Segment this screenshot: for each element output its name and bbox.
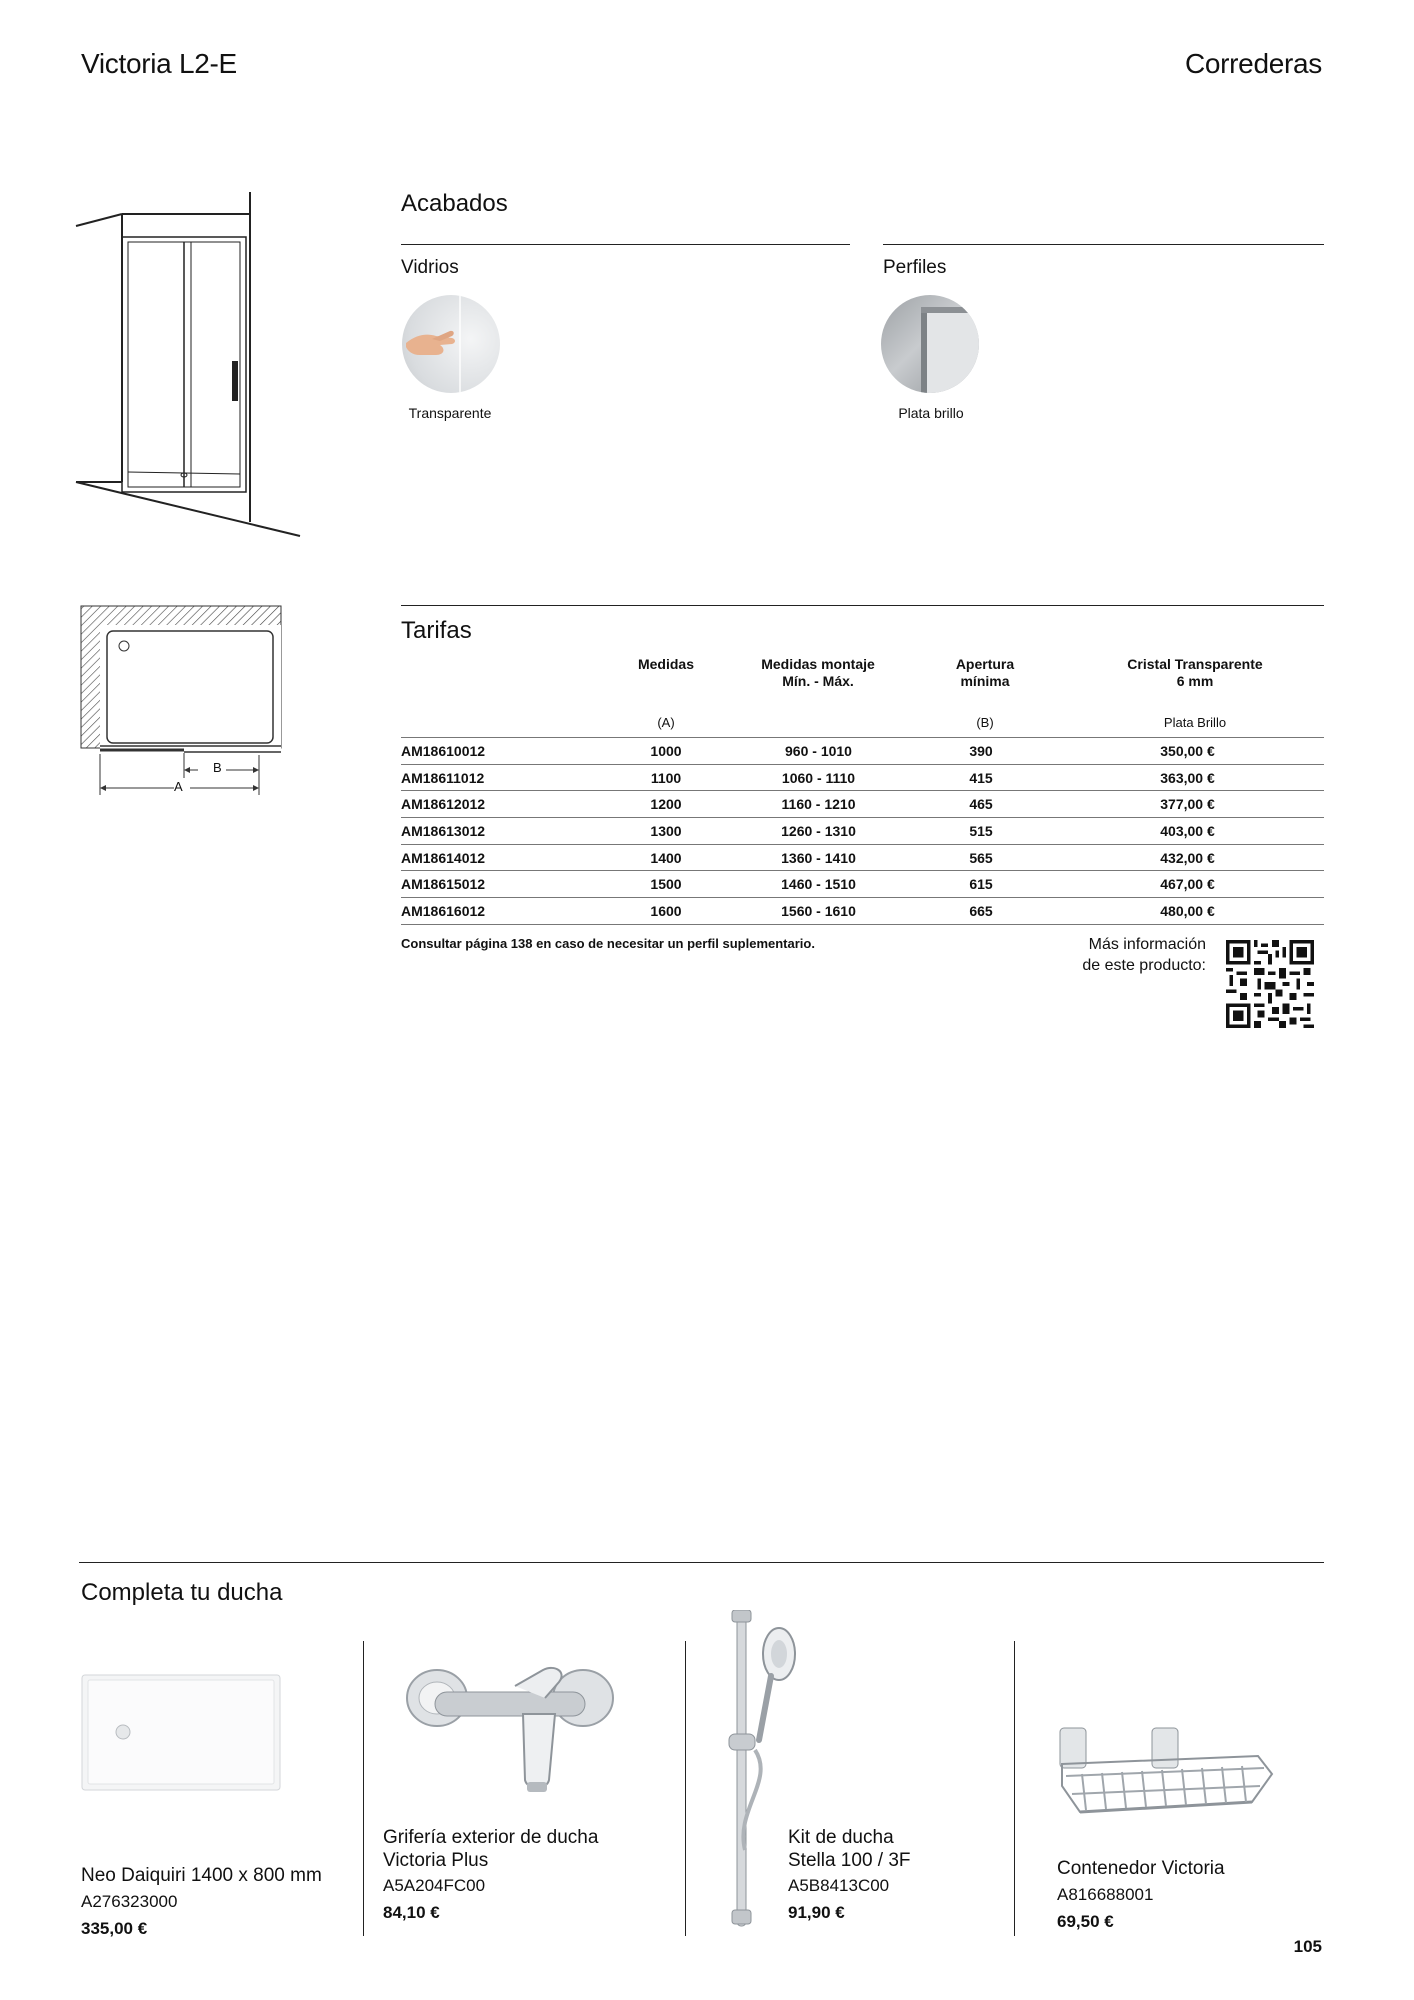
product-price: 84,10 € <box>383 1903 440 1922</box>
product-price: 91,90 € <box>788 1903 845 1922</box>
price-value: 350,00 € <box>1051 738 1324 765</box>
tarifas-title: Tarifas <box>401 617 472 644</box>
transparente-caption: Transparente <box>408 405 492 421</box>
apertura-value: 615 <box>911 871 1051 898</box>
product-name: Neo Daiquiri 1400 x 800 mm <box>81 1865 322 1886</box>
col-header-apertura: Apertura mínima <box>955 656 1015 689</box>
product-code: AM18614012 <box>401 844 606 871</box>
montaje-value: 1560 - 1610 <box>726 898 911 925</box>
dimension-a-label: A <box>174 779 183 794</box>
product-price: 69,50 € <box>1057 1912 1114 1931</box>
product-price: 335,00 € <box>81 1919 148 1938</box>
medidas-value: 1400 <box>606 844 726 871</box>
product-code: A276323000 <box>81 1892 178 1911</box>
table-row <box>401 818 1324 845</box>
price-value: 403,00 € <box>1051 818 1324 845</box>
price-value: 377,00 € <box>1051 791 1324 818</box>
product-name: Contenedor Victoria <box>1057 1858 1225 1879</box>
col-header-cristal: Cristal Transparente 6 mm <box>1127 656 1263 689</box>
apertura-value: 515 <box>911 818 1051 845</box>
container-basket-image <box>1052 1724 1282 1824</box>
product-code: AM18611012 <box>401 764 606 791</box>
divider <box>401 605 1324 606</box>
plata-brillo-swatch <box>881 295 979 393</box>
divider <box>363 1641 364 1936</box>
subheader-plata: Plata Brillo <box>1163 715 1227 730</box>
divider <box>685 1641 686 1936</box>
divider <box>1014 1641 1015 1936</box>
price-value: 480,00 € <box>1051 898 1324 925</box>
montaje-value: 1160 - 1210 <box>726 791 911 818</box>
medidas-value: 1100 <box>606 764 726 791</box>
plan-view-diagram <box>78 603 288 803</box>
completa-title: Completa tu ducha <box>81 1579 283 1606</box>
shower-tray-image <box>80 1670 285 1795</box>
product-code: A5B8413C00 <box>788 1876 890 1895</box>
product-code: A816688001 <box>1057 1885 1154 1904</box>
table-row <box>401 844 1324 871</box>
product-code: AM18613012 <box>401 818 606 845</box>
product-code: AM18616012 <box>401 898 606 925</box>
medidas-value: 1200 <box>606 791 726 818</box>
apertura-value: 415 <box>911 764 1051 791</box>
shower-mixer-image <box>395 1640 625 1810</box>
subheader-a: (A) <box>657 715 675 730</box>
perfiles-label: Perfiles <box>883 257 947 278</box>
product-name: Grifería exterior de ducha Victoria Plus <box>383 1827 599 1871</box>
table-row <box>401 898 1324 925</box>
montaje-value: 1460 - 1510 <box>726 871 911 898</box>
divider <box>79 1562 1324 1563</box>
medidas-value: 1300 <box>606 818 726 845</box>
product-code: A5A204FC00 <box>383 1876 486 1895</box>
table-row <box>401 791 1324 818</box>
acabados-title: Acabados <box>401 190 508 217</box>
table-row <box>401 764 1324 791</box>
plata-brillo-caption: Plata brillo <box>898 405 964 421</box>
apertura-value: 465 <box>911 791 1051 818</box>
medidas-value: 1600 <box>606 898 726 925</box>
price-value: 363,00 € <box>1051 764 1324 791</box>
category-title: Correderas <box>1184 48 1322 79</box>
vidrios-label: Vidrios <box>401 257 459 278</box>
apertura-value: 390 <box>911 738 1051 765</box>
table-row <box>401 871 1324 898</box>
dimension-b-label: B <box>213 760 222 775</box>
price-value: 467,00 € <box>1051 871 1324 898</box>
montaje-value: 1060 - 1110 <box>726 764 911 791</box>
divider <box>883 244 1324 245</box>
montaje-value: 1260 - 1310 <box>726 818 911 845</box>
divider <box>401 244 850 245</box>
price-value: 432,00 € <box>1051 844 1324 871</box>
apertura-value: 665 <box>911 898 1051 925</box>
medidas-value: 1500 <box>606 871 726 898</box>
montaje-value: 1360 - 1410 <box>726 844 911 871</box>
col-header-medidas: Medidas <box>637 656 694 672</box>
transparent-glass-swatch <box>402 295 500 393</box>
col-header-montaje: Medidas montaje Mín. - Máx. <box>761 656 875 689</box>
apertura-value: 565 <box>911 844 1051 871</box>
product-title: Victoria L2-E <box>81 48 237 79</box>
medidas-value: 1000 <box>606 738 726 765</box>
more-info-text: Más información de este producto: <box>1082 936 1206 974</box>
product-name: Kit de ducha Stella 100 / 3F <box>788 1827 911 1871</box>
page-number: 105 <box>1293 1937 1322 1956</box>
qr-code[interactable] <box>1226 940 1314 1028</box>
montaje-value: 960 - 1010 <box>726 738 911 765</box>
product-code: AM18610012 <box>401 738 606 765</box>
table-row <box>401 738 1324 765</box>
product-code: AM18612012 <box>401 791 606 818</box>
price-table <box>401 737 1324 925</box>
supplementary-profile-note: Consultar página 138 en caso de necesitar un perfil suplementario. <box>401 936 815 951</box>
subheader-b: (B) <box>976 715 994 730</box>
shower-screen-drawing <box>74 192 304 542</box>
product-code: AM18615012 <box>401 871 606 898</box>
